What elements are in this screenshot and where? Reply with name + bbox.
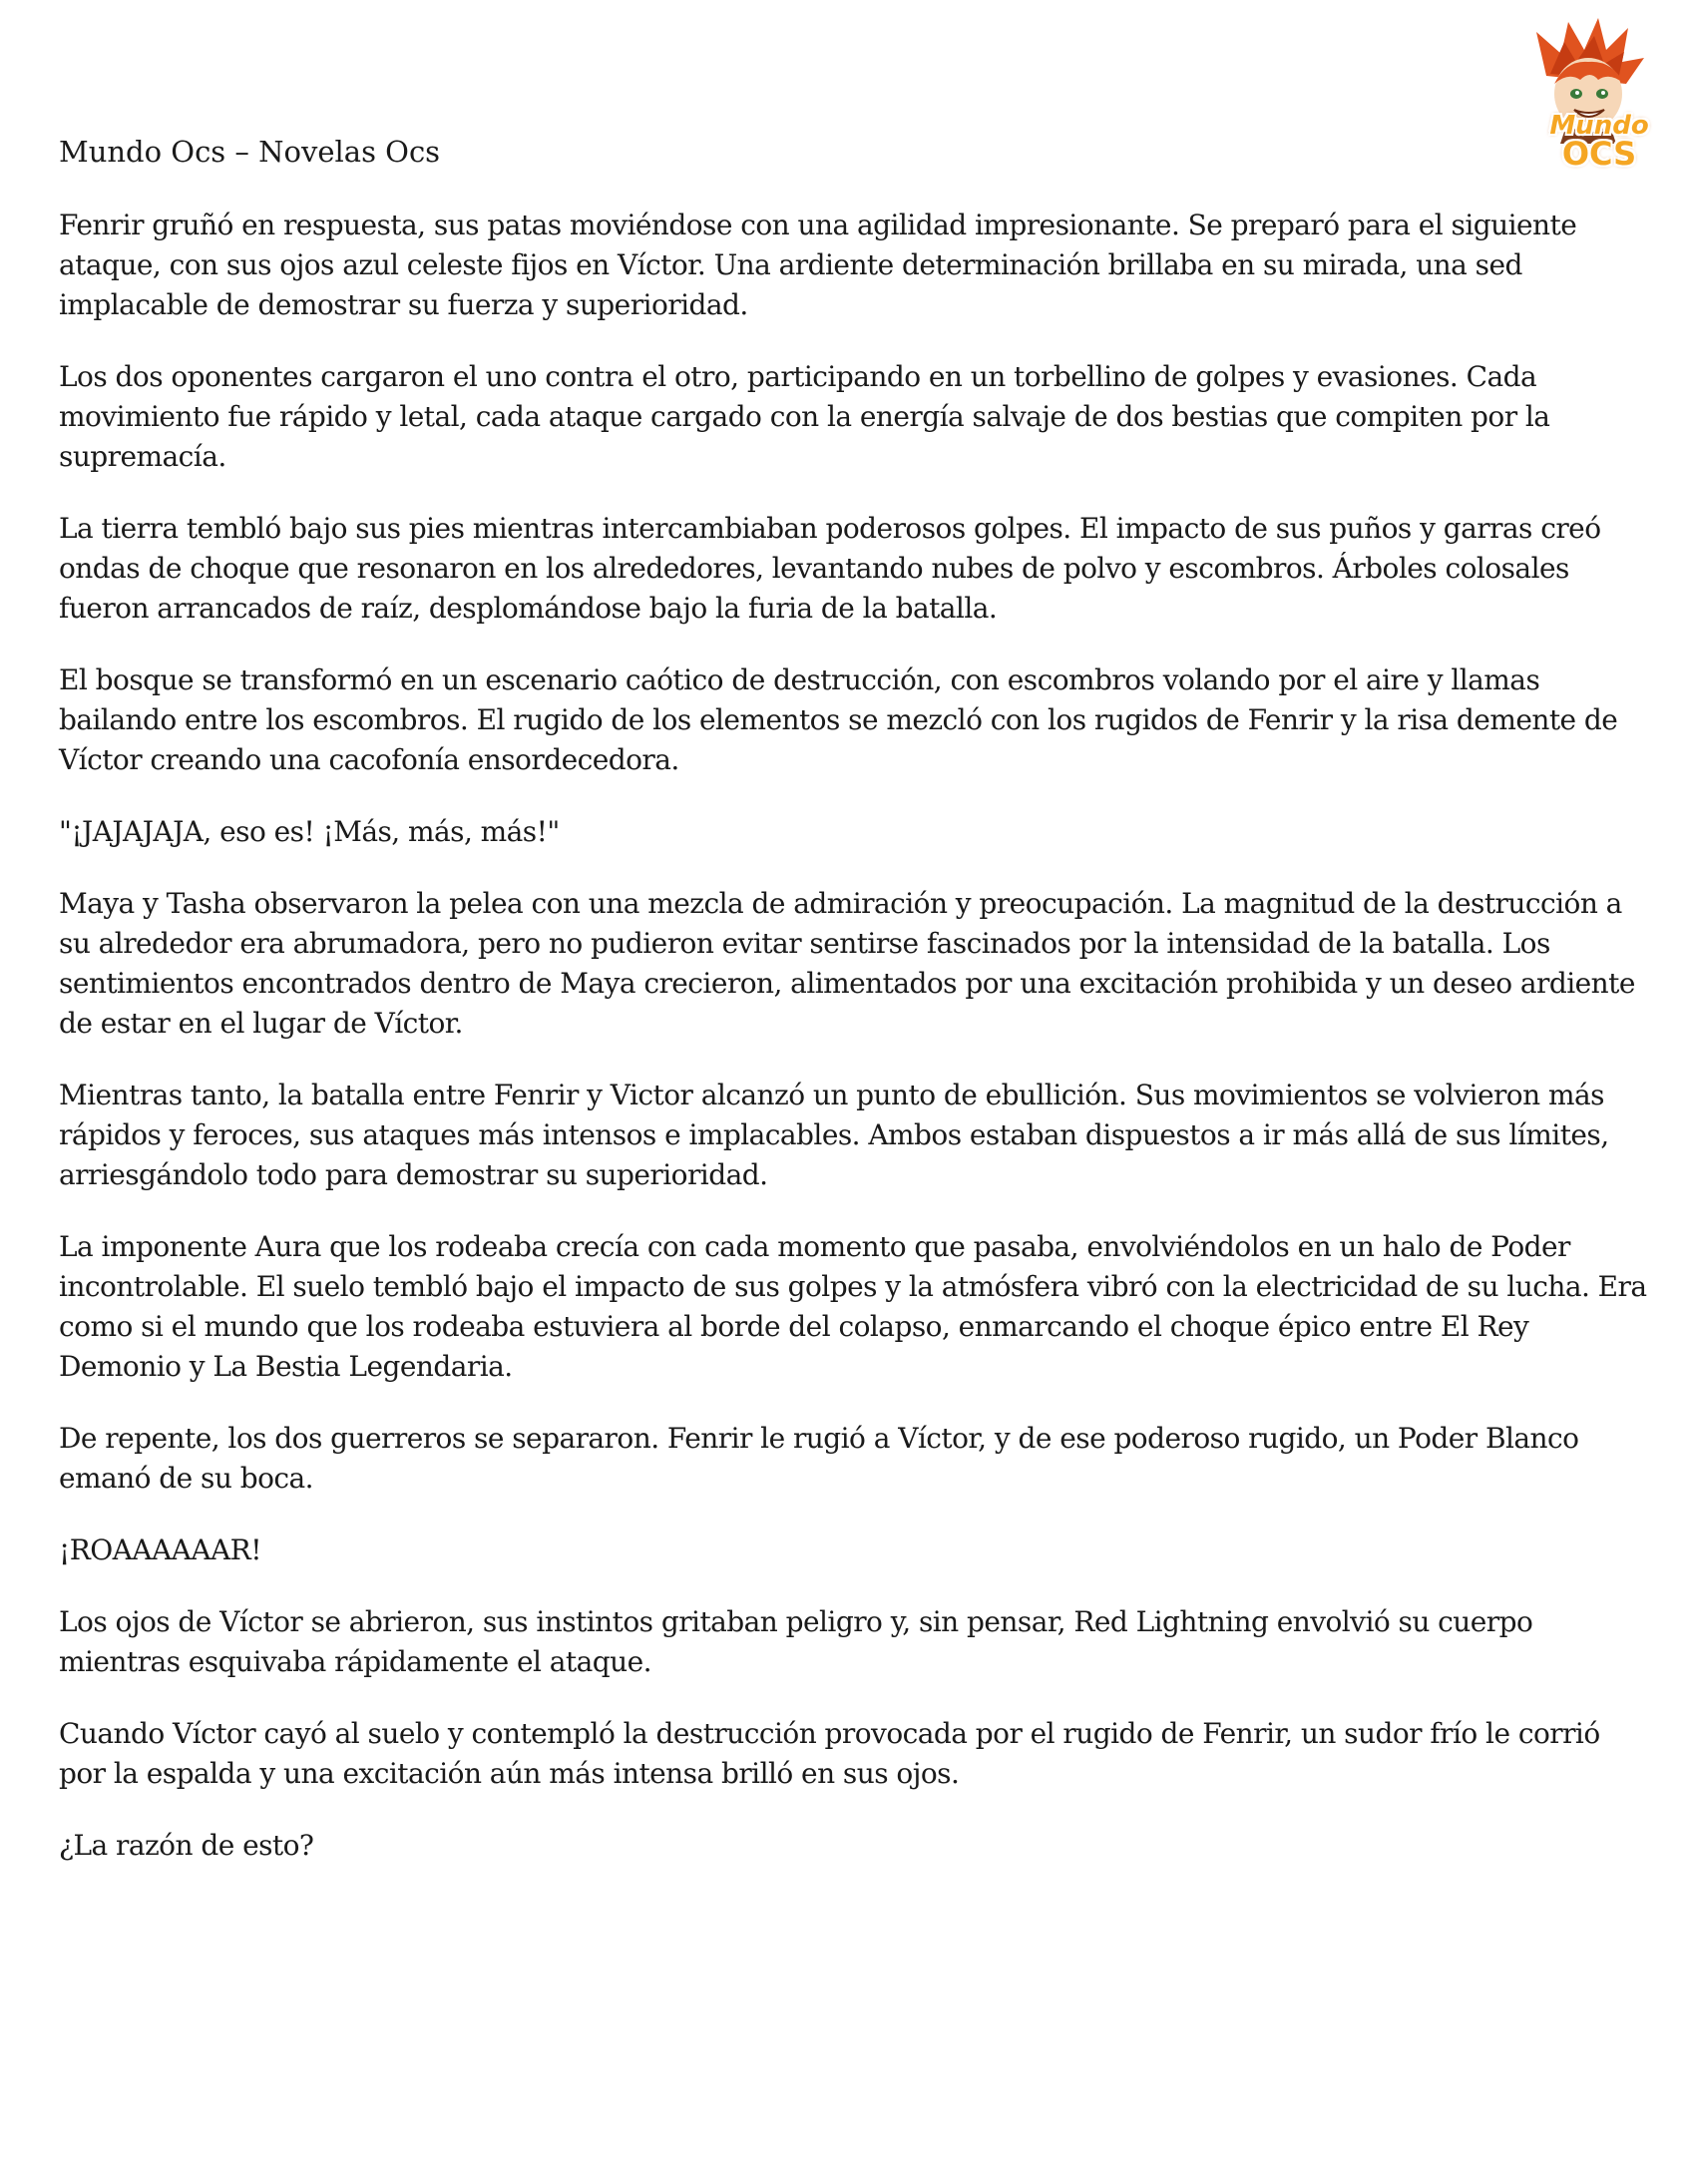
logo-text-line1: Mundo [1549,111,1649,141]
paragraph: "¡JAJAJAJA, eso es! ¡Más, más, más!" [59,815,560,848]
logo-text-line2: OCS [1561,135,1637,173]
logo-wordmark [1524,111,1674,173]
paragraph: El bosque se transformó en un escenario caótico de destrucción, con escombros volando por el aire y llamas bailando entre los escombros. El rugido de los elementos se mezcló con los rugidos de Fenrir y la risa demente de Víctor creando una cacofonía ensordecedora. [59,663,1618,776]
paragraph: De repente, los dos guerreros se separaron. Fenrir le rugió a Víctor, y de ese poderoso rugido, un Poder Blanco emanó de su boca. [59,1422,1579,1495]
paragraph: Fenrir gruñó en respuesta, sus patas moviéndose con una agilidad impresionante. Se preparó para el siguiente ataque, con sus ojos azul celeste fijos en Víctor. Una ardiente determinación brillaba en su mirada, una sed implacable de demostrar su fuerza y superioridad. [59,209,1577,321]
paragraph: La tierra tembló bajo sus pies mientras intercambiaban poderosos golpes. El impacto de sus puños y garras creó ondas de choque que resonaron en los alrededores, levantando nubes de polvo y escombros. Árboles colosales fueron arrancados de raíz, desplomándose bajo la furia de la batalla. [59,512,1601,625]
paragraph: ¡ROAAAAAAR! [59,1533,261,1566]
paragraph: Los ojos de Víctor se abrieron, sus instintos gritaban peligro y, sin pensar, Red Lightning envolvió su cuerpo mientras esquivaba rápidamente el ataque. [59,1605,1533,1678]
paragraph: Maya y Tasha observaron la pelea con una mezcla de admiración y preocupación. La magnitud de la destrucción a su alrededor era abrumadora, pero no pudieron evitar sentirse fascinados por la intensidad de la batalla. Los sentimientos encontrados dentro de Maya crecieron, alimentados por una excitación prohibida y un deseo ardiente de estar en el lugar de Víctor. [59,887,1635,1040]
paragraph: Cuando Víctor cayó al suelo y contempló la destrucción provocada por el rugido de Fenrir, un sudor frío le corrió por la espalda y una excitación aún más intensa brilló en sus ojos. [59,1717,1600,1790]
paragraph: Los dos oponentes cargaron el uno contra el otro, participando en un torbellino de golpes y evasiones. Cada movimiento fue rápido y letal, cada ataque cargado con la energía salvaje de dos bestias que compiten por la supremacía. [59,360,1550,473]
paragraph: Mientras tanto, la batalla entre Fenrir y Victor alcanzó un punto de ebullición. Sus movimientos se volvieron más rápidos y feroces, sus ataques más intensos e implacables. Ambos estaban dispuestos a ir más allá de sus límites, arriesgándolo todo para demostrar su superioridad. [59,1079,1609,1191]
novel-text [59,206,1647,1898]
paragraph: La imponente Aura que los rodeaba crecía con cada momento que pasaba, envolviéndolos en un halo de Poder incontrolable. El suelo tembló bajo el impacto de sus golpes y la atmósfera vibró con la electricidad de su lucha. Era como si el mundo que los rodeaba estuviera al borde del colapso, enmarcando el choque épico entre El Rey Demonio y La Bestia Legendaria. [59,1230,1647,1383]
page-header-title: Mundo Ocs – Novelas Ocs [59,135,441,169]
paragraph: ¿La razón de esto? [59,1829,314,1862]
